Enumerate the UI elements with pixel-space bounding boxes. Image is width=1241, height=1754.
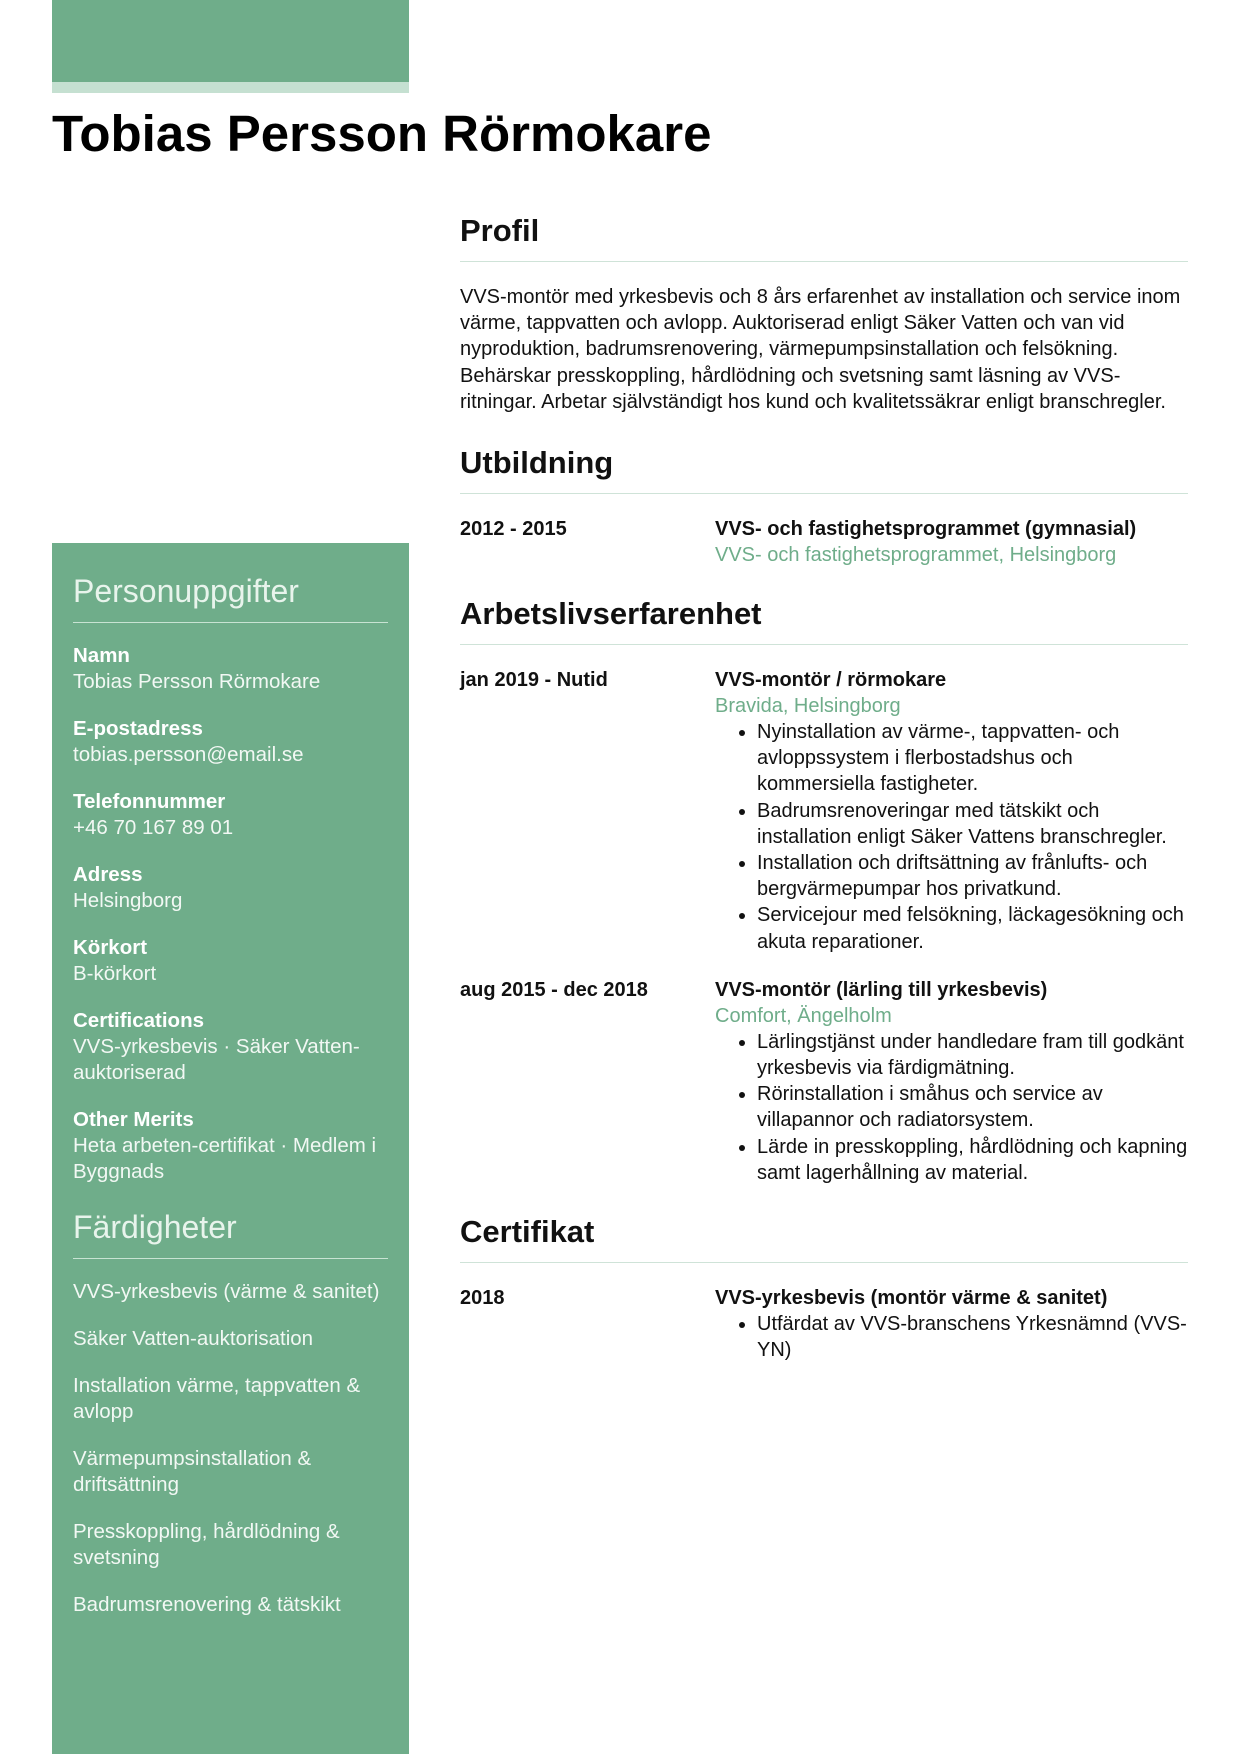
experience-entry bbox=[460, 977, 1188, 1186]
certifications-value: VVS-yrkesbevis · Säker Vatten-auktoriserad bbox=[73, 1035, 360, 1084]
profile-title: Profil bbox=[460, 213, 1188, 262]
personal-info-label: Körkort bbox=[73, 936, 148, 959]
profile-text: VVS-montör med yrkesbevis och 8 års erfarenhet av installation och service inom värme, tappvatten och avlopp. Auktoriserad enligt Säker Vatten och van vid nyproduktion, badrumsrenovering, värmepumpsinstallation och felsökning. Behärskar presskoppling, hårdlödning och svetsning samt läsning av VVS-ritningar. Arbetar självständigt hos kund och kvalitetssäkrar enligt branschregler. bbox=[460, 286, 1181, 413]
certificates-section bbox=[460, 1214, 1188, 1363]
entry-title: VVS-montör (lärling till yrkesbevis) bbox=[715, 978, 1048, 1001]
bullet-list bbox=[715, 1311, 1188, 1363]
bullet-list bbox=[715, 719, 1188, 955]
phone-value: +46 70 167 89 01 bbox=[73, 816, 234, 839]
skill-item: Installation värme, tappvatten & avlopp bbox=[73, 1374, 361, 1423]
main-content bbox=[460, 213, 1188, 1391]
bullet-item: • Nyinstallation av värme-, tappvatten- och avloppssystem i flerbostadshus och kommersiella fastigheter. bbox=[757, 719, 1188, 798]
sidebar bbox=[52, 543, 409, 1754]
skill-item: Värmepumpsinstallation & driftsättning bbox=[73, 1447, 312, 1496]
entry-title: VVS-montör / rörmokare bbox=[715, 669, 947, 692]
skill-item: VVS-yrkesbevis (värme & sanitet) bbox=[73, 1280, 380, 1303]
personal-info-label: Adress bbox=[73, 863, 143, 886]
email-value: tobias.persson@email.se bbox=[73, 743, 304, 766]
entry-date: 2012 - 2015 bbox=[460, 518, 567, 541]
profile-section bbox=[460, 213, 1188, 415]
personal-info-label: E-postadress bbox=[73, 717, 203, 740]
education-entry bbox=[460, 516, 1188, 568]
personal-info-item bbox=[73, 862, 388, 914]
personal-info-label: Telefonnummer bbox=[73, 790, 226, 813]
personal-info-list bbox=[73, 643, 388, 1185]
other-merits-value: Heta arbeten-certifikat · Medlem i Byggnads bbox=[73, 1134, 377, 1183]
skill-item: Presskoppling, hårdlödning & svetsning bbox=[73, 1520, 340, 1569]
bullet-item: • Servicejour med felsökning, läckagesökning och akuta reparationer. bbox=[757, 902, 1188, 954]
skills-list bbox=[73, 1279, 388, 1618]
skills-heading: Färdigheter bbox=[73, 1209, 388, 1259]
header-accent-bar bbox=[52, 0, 409, 82]
bullet-item: • Lärde in presskoppling, hårdlödning och kapning samt lagerhållning av material. bbox=[757, 1134, 1188, 1186]
personal-info-label: Certifications bbox=[73, 1009, 204, 1032]
bullet-item: • Lärlingstjänst under handledare fram till godkänt yrkesbevis via färdigmätning. bbox=[757, 1029, 1188, 1081]
personal-info-label: Namn bbox=[73, 644, 130, 667]
entry-body bbox=[715, 1285, 1188, 1363]
experience-entry bbox=[460, 667, 1188, 955]
skill-item: Badrumsrenovering & tätskikt bbox=[73, 1593, 341, 1616]
license-value: B-körkort bbox=[73, 962, 157, 985]
personal-info-item bbox=[73, 789, 388, 841]
entry-body bbox=[715, 977, 1188, 1186]
entry-title: VVS- och fastighetsprogrammet (gymnasial) bbox=[715, 518, 1137, 541]
personal-info-value: Tobias Persson Rörmokare bbox=[73, 670, 321, 693]
entry-body bbox=[715, 516, 1188, 568]
personal-info-item bbox=[73, 935, 388, 987]
entry-date: 2018 bbox=[460, 1287, 505, 1310]
education-title: Utbildning bbox=[460, 445, 1188, 494]
education-section bbox=[460, 445, 1188, 568]
entry-title: VVS-yrkesbevis (montör värme & sanitet) bbox=[715, 1287, 1108, 1310]
address-value: Helsingborg bbox=[73, 889, 183, 912]
personal-info-heading: Personuppgifter bbox=[73, 573, 388, 623]
entry-date: jan 2019 - Nutid bbox=[460, 669, 608, 692]
bullet-item: • Utfärdat av VVS-branschens Yrkesnämnd (VVS-YN) bbox=[757, 1311, 1188, 1363]
entry-subtitle: VVS- och fastighetsprogrammet, Helsingborg bbox=[715, 544, 1117, 567]
bullet-item: • Badrumsrenoveringar med tätskikt och installation enligt Säker Vattens branschregler. bbox=[757, 798, 1188, 850]
personal-info-label: Other Merits bbox=[73, 1108, 194, 1131]
entry-subtitle: Bravida, Helsingborg bbox=[715, 695, 901, 718]
personal-info-item bbox=[73, 1107, 388, 1185]
bullet-item: • Installation och driftsättning av frånlufts- och bergvärmepumpar hos privatkund. bbox=[757, 850, 1188, 902]
entry-subtitle: Comfort, Ängelholm bbox=[715, 1004, 892, 1027]
skill-item: Säker Vatten-auktorisation bbox=[73, 1327, 314, 1350]
experience-section bbox=[460, 596, 1188, 1186]
header-accent-strip bbox=[52, 82, 409, 93]
personal-info-item bbox=[73, 643, 388, 695]
bullet-item: • Rörinstallation i småhus och service av villapannor och radiatorsystem. bbox=[757, 1081, 1188, 1133]
candidate-name: Tobias Persson Rörmokare bbox=[52, 105, 712, 162]
personal-info-item bbox=[73, 716, 388, 768]
personal-info-item bbox=[73, 1008, 388, 1086]
bullet-list bbox=[715, 1029, 1188, 1186]
entry-date: aug 2015 - dec 2018 bbox=[460, 978, 648, 1001]
certificate-entry bbox=[460, 1285, 1188, 1363]
entry-body bbox=[715, 667, 1188, 955]
certificates-title: Certifikat bbox=[460, 1214, 1188, 1263]
experience-title: Arbetslivserfarenhet bbox=[460, 596, 1188, 645]
